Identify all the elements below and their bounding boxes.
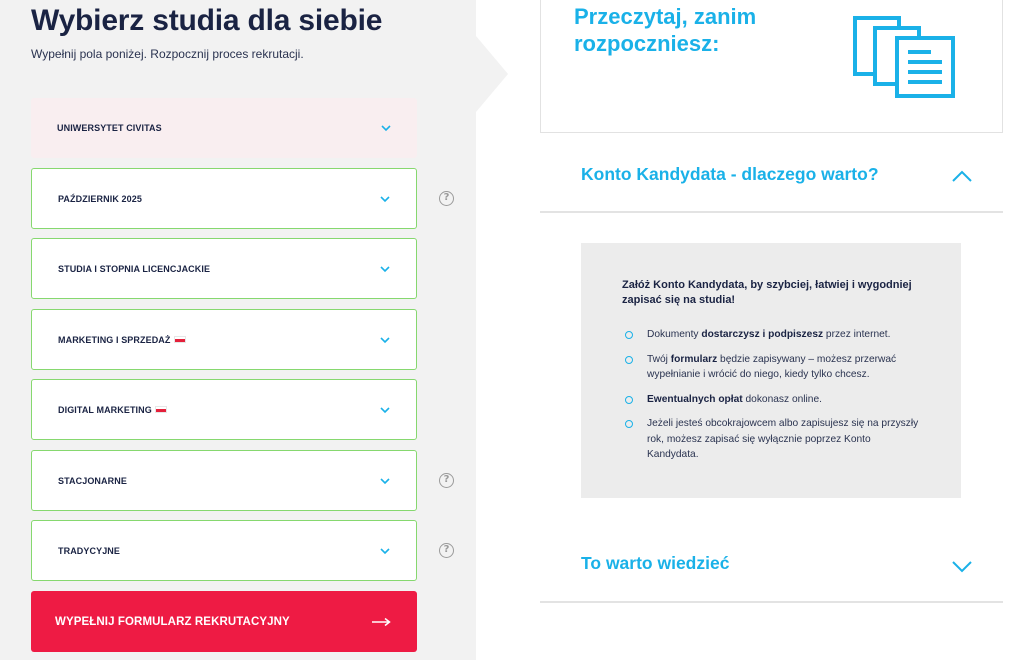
chevron-down-icon xyxy=(380,477,390,485)
list-item: Jeżeli jesteś obcokrajowcem albo zapisujesz się na przyszły rok, możesz zapisać się wyłącznie poprzez Konto Kandydata. xyxy=(625,416,925,463)
fill-recruitment-form-button[interactable] xyxy=(31,591,417,652)
study-mode-select[interactable] xyxy=(31,450,417,511)
chevron-down-icon xyxy=(381,124,391,132)
chevron-up-icon[interactable] xyxy=(951,170,973,182)
chevron-down-icon xyxy=(380,336,390,344)
cta-label: WYPEŁNIJ FORMULARZ REKRUTACYJNY xyxy=(55,615,290,628)
arrow-right-icon xyxy=(371,617,391,627)
documents-icon xyxy=(853,16,957,98)
chevron-down-icon xyxy=(380,265,390,273)
study-mode-select-label: STACJONARNE xyxy=(58,475,127,486)
chevron-down-icon[interactable] xyxy=(951,561,973,573)
field-of-study-select[interactable] xyxy=(31,309,417,370)
chevron-down-icon xyxy=(380,547,390,555)
specialization-select[interactable] xyxy=(31,379,417,440)
divider xyxy=(540,601,1003,603)
start-date-select-label: PAŹDZIERNIK 2025 xyxy=(58,193,142,204)
page-title: Wybierz studia dla siebie xyxy=(31,4,383,37)
benefits-list xyxy=(625,327,925,472)
panel-intro: Załóż Konto Kandydata, by szybciej, łatwiej i wygodniej zapisać się na studia! xyxy=(622,279,912,306)
bullet-icon xyxy=(625,420,633,428)
university-select-label: UNIWERSYTET CIVITAS xyxy=(57,123,162,133)
study-format-select[interactable] xyxy=(31,520,417,581)
panel-notch xyxy=(476,36,508,112)
bullet-icon xyxy=(625,356,633,364)
list-item: Twój formularz będzie zapisywany – możesz przerwać wypełnianie i wrócić do niego, kiedy tylko chcesz. xyxy=(625,352,925,383)
info-card xyxy=(540,0,1003,133)
polish-flag-icon xyxy=(155,406,167,413)
page-subtitle: Wypełnij pola poniżej. Rozpocznij proces rekrutacji. xyxy=(31,47,304,61)
field-of-study-select-label: MARKETING I SPRZEDAŻ xyxy=(58,335,186,345)
start-date-select[interactable] xyxy=(31,168,417,229)
divider xyxy=(540,211,1003,213)
question-circle-icon[interactable]: ? xyxy=(439,473,454,488)
accordion-candidate-account[interactable]: Konto Kandydata - dlaczego warto? xyxy=(581,164,879,184)
info-title: Przeczytaj, zanim rozpoczniesz: xyxy=(574,4,757,56)
accordion-good-to-know[interactable]: To warto wiedzieć xyxy=(581,553,730,573)
study-level-select[interactable] xyxy=(31,238,417,299)
question-circle-icon[interactable]: ? xyxy=(439,191,454,206)
university-select[interactable] xyxy=(31,98,417,158)
study-level-select-label: STUDIA I STOPNIA LICENCJACKIE xyxy=(58,263,211,274)
polish-flag-icon xyxy=(174,336,186,343)
bullet-icon xyxy=(625,396,633,404)
list-item: Ewentualnych opłat dokonasz online. xyxy=(625,392,925,408)
list-item: Dokumenty dostarczysz i podpiszesz przez internet. xyxy=(625,327,925,343)
study-format-select-label: TRADYCYJNE xyxy=(58,545,121,556)
chevron-down-icon xyxy=(380,406,390,414)
chevron-down-icon xyxy=(380,195,390,203)
candidate-account-panel xyxy=(581,243,961,498)
specialization-select-label: DIGITAL MARKETING xyxy=(58,405,167,415)
question-circle-icon[interactable]: ? xyxy=(439,543,454,558)
bullet-icon xyxy=(625,331,633,339)
